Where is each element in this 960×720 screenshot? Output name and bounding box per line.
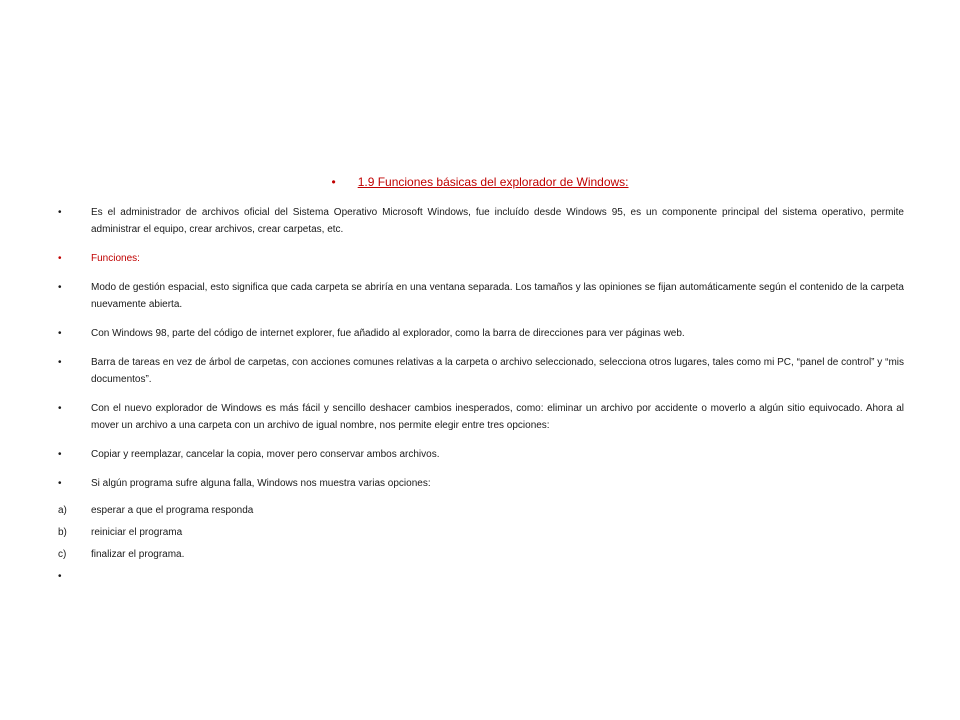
sub-list-item-a	[58, 502, 904, 519]
heading-row	[0, 174, 960, 190]
sub-list-item-b	[58, 524, 904, 541]
list-bullet: •	[58, 357, 62, 368]
sub-list-marker: c)	[58, 549, 67, 560]
list-item-text: Modo de gestión espacial, esto significa que cada carpeta se abriría en una ventana separada. Los tamaños y las opiniones se fijan automáticamente según el contenido de la carpeta nuevamente abierta.	[91, 282, 904, 310]
sub-list-item-c	[58, 546, 904, 563]
list-item	[58, 446, 904, 463]
list-item-text: Copiar y reemplazar, cancelar la copia, mover pero conservar ambos archivos.	[91, 449, 440, 460]
list-item-text: reiniciar el programa	[91, 527, 183, 538]
list-item	[58, 475, 904, 492]
sub-list-marker: b)	[58, 527, 67, 538]
list-item-text: Si algún programa sufre alguna falla, Windows nos muestra varias opciones:	[91, 478, 431, 489]
list-bullet: •	[58, 253, 62, 264]
list-item	[58, 400, 904, 434]
list-bullet: •	[58, 282, 62, 293]
list-bullet: •	[58, 403, 62, 414]
list-item-text: Funciones:	[91, 253, 140, 264]
list-item-text: Con Windows 98, parte del código de internet explorer, fue añadido al explorador, como la barra de direcciones para ver páginas web.	[91, 328, 685, 339]
list-item-text: esperar a que el programa responda	[91, 505, 254, 516]
list-item-text: Es el administrador de archivos oficial del Sistema Operativo Microsoft Windows, fue incluído desde Windows 95, es un componente principal del sistema operativo, permite administrar el equipo, crear archivos, crear carpetas, etc.	[91, 207, 904, 235]
list-item-text: Barra de tareas en vez de árbol de carpetas, con acciones comunes relativas a la carpeta o archivo seleccionado, selecciona otros lugares, tales como mi PC, “panel de control” y “mis documentos”.	[91, 357, 904, 385]
bullet-list	[58, 204, 904, 582]
list-bullet: •	[58, 328, 62, 339]
list-bullet: •	[58, 571, 62, 582]
list-item	[58, 279, 904, 313]
list-bullet: •	[58, 449, 62, 460]
list-item	[58, 204, 904, 238]
list-item	[58, 325, 904, 342]
heading-bullet: •	[331, 175, 336, 189]
heading-title: 1.9 Funciones básicas del explorador de Windows:	[357, 175, 629, 189]
list-item-funciones	[58, 250, 904, 267]
list-item-text: finalizar el programa.	[91, 549, 185, 560]
sub-list-marker: a)	[58, 505, 67, 516]
list-bullet: •	[58, 207, 62, 218]
list-item	[58, 354, 904, 388]
list-item-text: Con el nuevo explorador de Windows es más fácil y sencillo deshacer cambios inesperados, como: eliminar un archivo por accidente o moverlo a algún sitio equivocado. Ahora al mover un archivo a una carpeta con un archivo de igual nombre, nos permite elegir entre tres opciones:	[91, 403, 904, 431]
list-bullet: •	[58, 478, 62, 489]
